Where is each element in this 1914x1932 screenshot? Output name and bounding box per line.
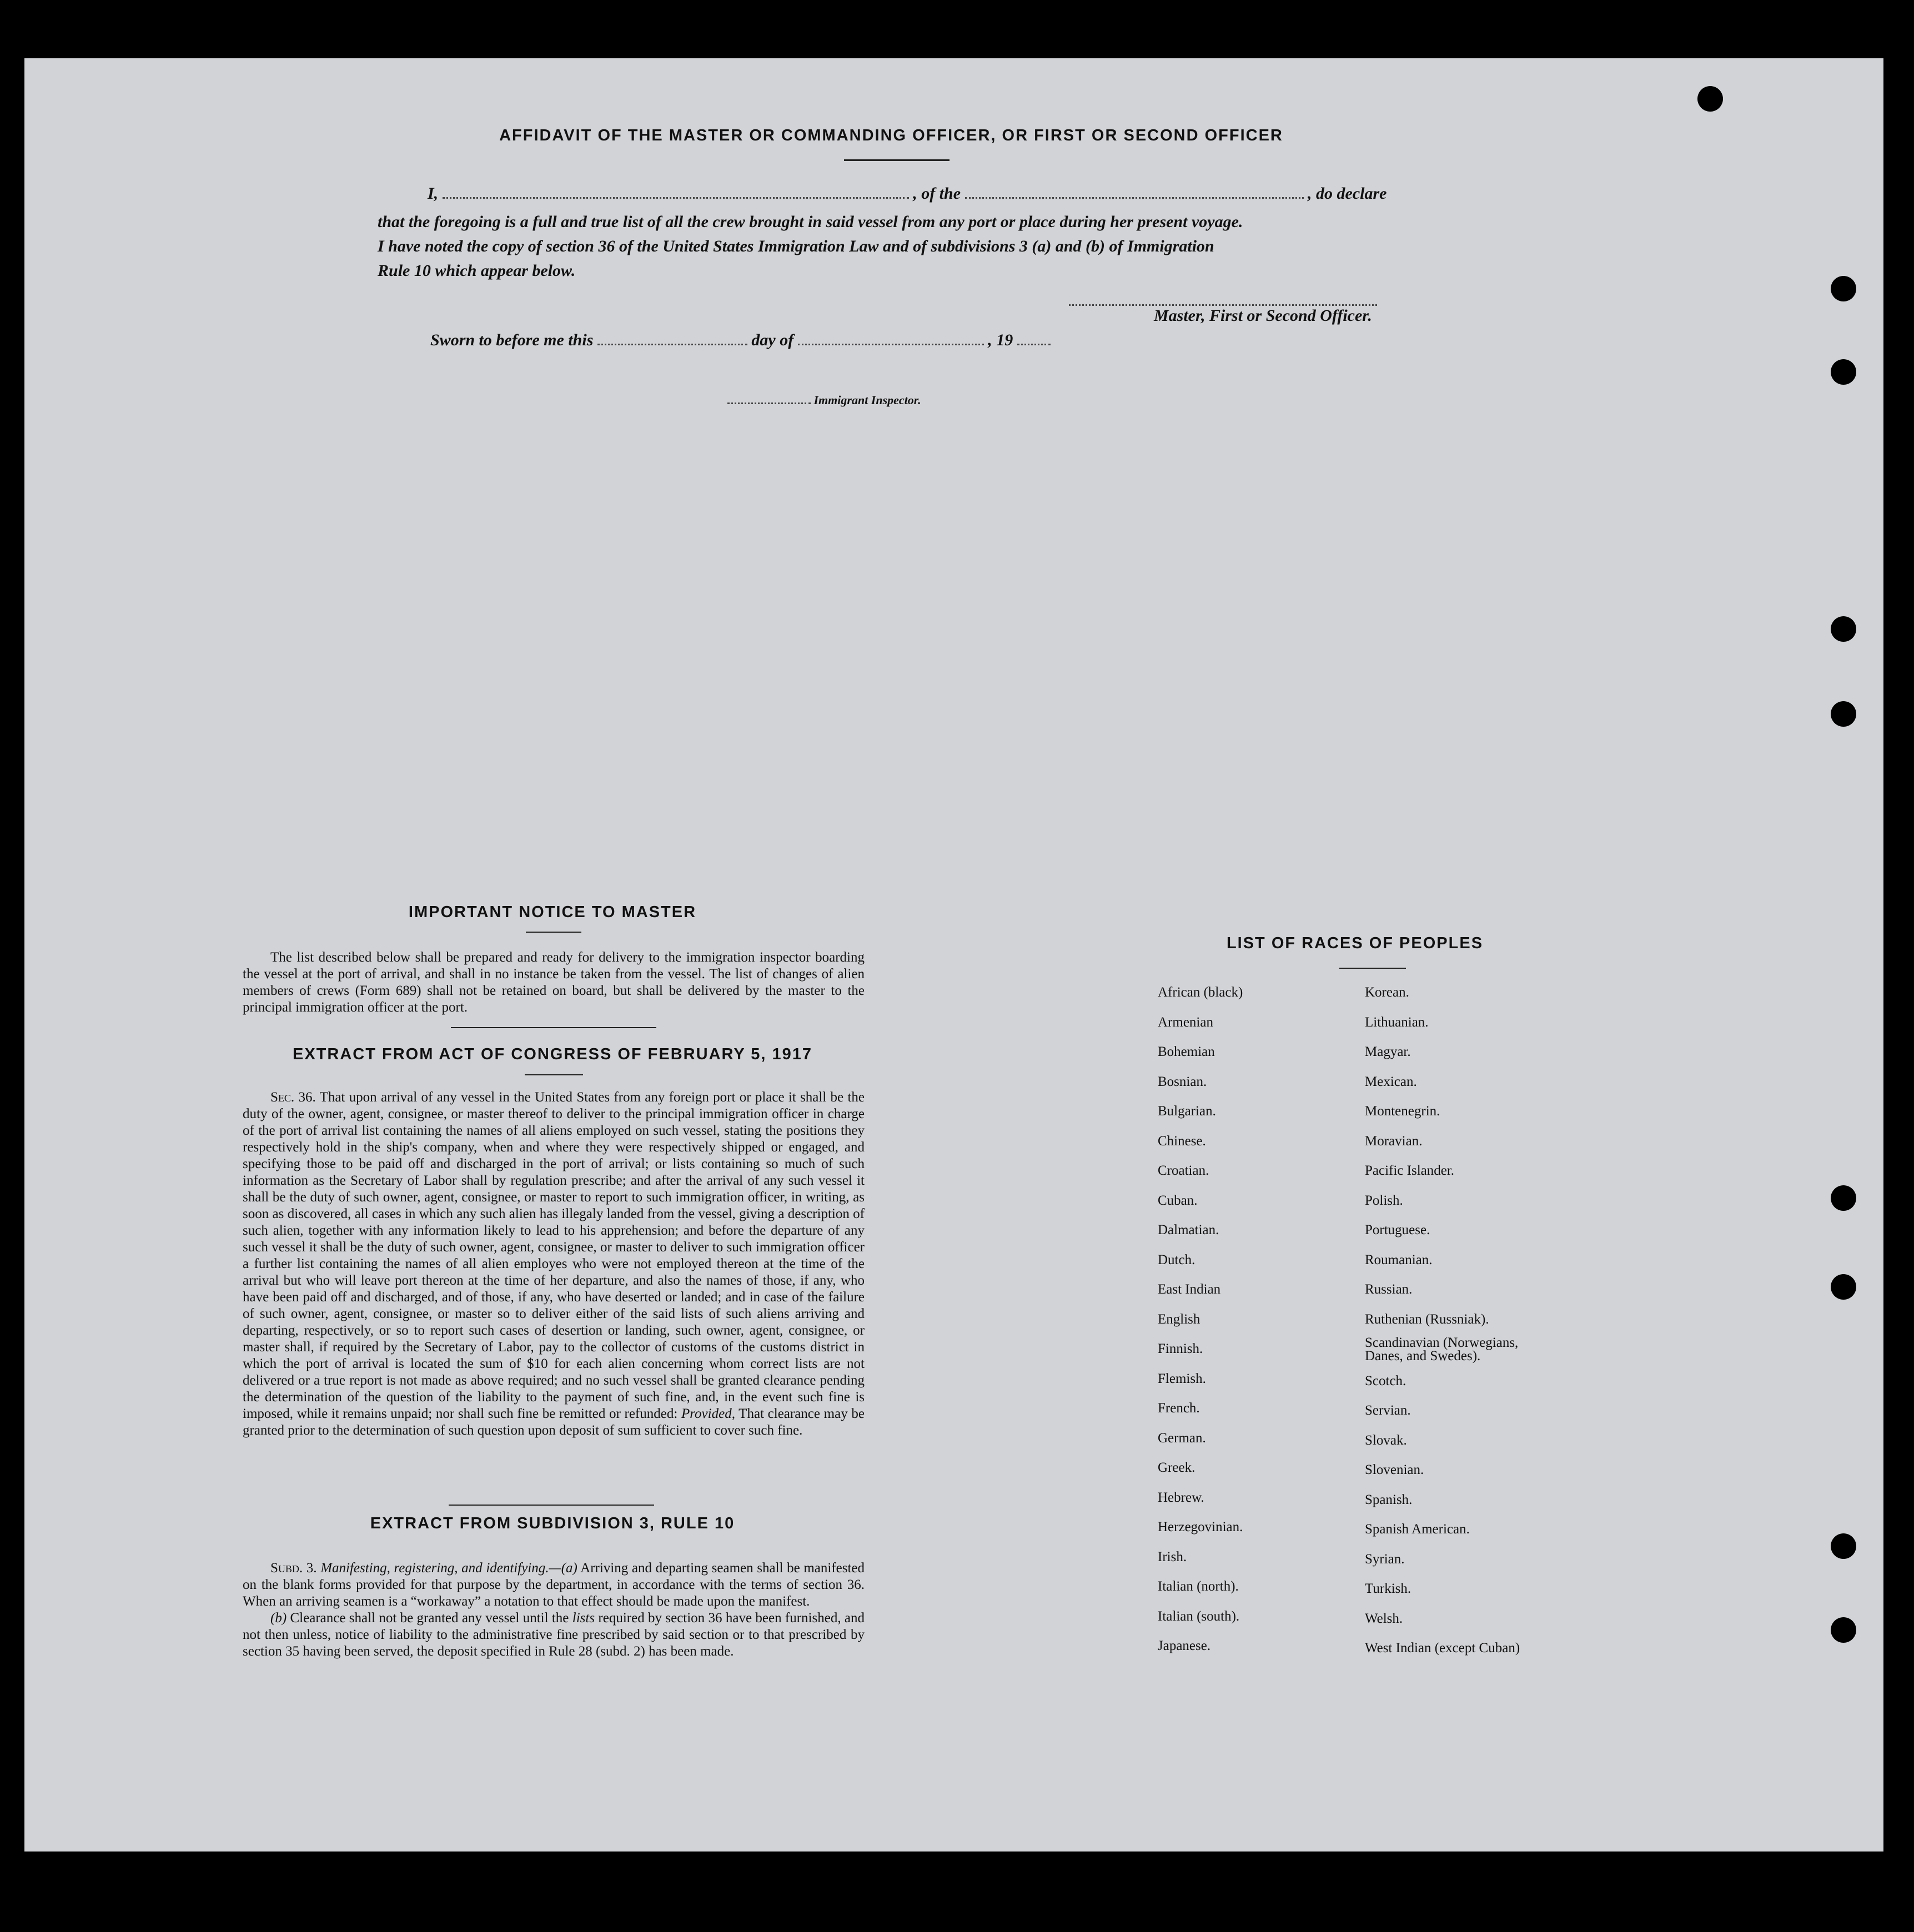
race-item: Bosnian. [1158, 1074, 1207, 1089]
affidavit-line-3: I have noted the copy of section 36 of the United States Immigration Law and of subdivisions 3 (a) and (b) of Immigration [378, 237, 1214, 255]
act-extract-title: EXTRACT FROM ACT OF CONGRESS OF FEBRUARY 5, 1917 [292, 1045, 813, 1063]
act-rule [525, 1074, 583, 1075]
subd-heading: Manifesting, registering, and identifying.—(a) [320, 1561, 577, 1576]
rule-text-a [243, 1560, 865, 1610]
punch-hole [1831, 616, 1856, 642]
race-item: Italian (north). [1158, 1579, 1239, 1594]
inspector-blank[interactable] [727, 394, 811, 404]
race-item: Russian. [1365, 1282, 1413, 1297]
race-item: German. [1158, 1430, 1206, 1446]
declare-label: , do declare [1308, 184, 1387, 203]
race-item: Dalmatian. [1158, 1222, 1219, 1237]
punch-hole [1697, 86, 1723, 112]
notice-title: IMPORTANT NOTICE TO MASTER [408, 903, 697, 921]
race-item: Cuban. [1158, 1193, 1198, 1208]
race-item: Portuguese. [1365, 1222, 1430, 1237]
inspector-label: Immigrant Inspector. [813, 393, 921, 407]
race-item: Scandinavian (Norwegians, Danes, and Swedes). [1365, 1335, 1519, 1364]
b-label: (b) [270, 1611, 287, 1626]
sec-label: Sec. 36. [270, 1090, 316, 1105]
punch-hole [1831, 1617, 1856, 1643]
provided-word: Provided, [681, 1406, 735, 1421]
sworn-month-blank[interactable] [798, 331, 984, 345]
race-item: Slovak. [1365, 1432, 1407, 1448]
race-item: Greek. [1158, 1460, 1195, 1475]
act-text [243, 1089, 865, 1439]
race-item: Pacific Islander. [1365, 1163, 1455, 1178]
rule-paragraph [243, 1560, 865, 1660]
signature-label: Master, First or Second Officer. [1154, 306, 1372, 325]
race-item: Herzegovinian. [1158, 1520, 1243, 1534]
race-item: English [1158, 1311, 1200, 1327]
punch-hole [1831, 701, 1856, 727]
signature-blank[interactable] [1069, 292, 1377, 306]
affidavit-title: AFFIDAVIT OF THE MASTER OR COMMANDING OFFICER, OR FIRST OR SECOND OFFICER [499, 127, 1283, 144]
inspector-line [727, 393, 921, 407]
race-item: Ruthenian (Russniak). [1365, 1311, 1489, 1327]
races-right-column [1365, 978, 1543, 1663]
i-label: I, [428, 184, 439, 203]
section-rule [451, 1027, 656, 1028]
race-item: Turkish. [1365, 1581, 1411, 1596]
sworn-label: Sworn to before me this [430, 331, 594, 349]
race-item: African (black) [1158, 985, 1243, 1000]
subd-label: Subd. 3. [270, 1561, 317, 1576]
rule-body-a: Arriving and departing seamen shall be manifested on the blank forms provided for that purpose by the department, in accordance with the terms of section 36. When an arriving seamen is a “workaway” a notation to that effect should be made upon the manifest. [243, 1561, 865, 1609]
race-item: French. [1158, 1401, 1200, 1416]
day-of-label: day of [751, 331, 794, 349]
race-item: Polish. [1365, 1193, 1403, 1208]
race-item: Slovenian. [1365, 1462, 1424, 1477]
race-item: Finnish. [1158, 1341, 1203, 1356]
punch-hole [1831, 276, 1856, 301]
punch-hole [1831, 1185, 1856, 1211]
notice-text: The list described below shall be prepared and ready for delivery to the immigration inspector boarding the vessel at the port of arrival, and shall in no instance be taken from the vessel. The list of changes of alien members of crews (Form 689) shall not be retained on board, but shall be delivered by the master to the principal immigration officer at the port. [243, 950, 865, 1015]
vessel-blank[interactable] [965, 185, 1304, 199]
punch-hole [1831, 1533, 1856, 1559]
rule-body-b2: required by section 36 have been furnished, and not then unless, notice of liability to the administrative fine prescribed by said section or to that prescribed by section 35 having been served, the deposit specified in Rule 28 (subd. 2) has been made. [243, 1611, 865, 1659]
race-item: Bulgarian. [1158, 1104, 1216, 1119]
race-item: Montenegrin. [1365, 1104, 1440, 1119]
race-item: Mexican. [1365, 1074, 1417, 1089]
title-rule [844, 159, 950, 161]
lists-word: lists [572, 1611, 595, 1626]
race-item: Servian. [1365, 1403, 1411, 1418]
sworn-year-blank[interactable] [1017, 331, 1051, 345]
affidavit-line-1 [428, 184, 1386, 203]
race-item: Dutch. [1158, 1252, 1195, 1267]
race-item: Syrian. [1365, 1551, 1405, 1567]
race-item: Roumanian. [1365, 1252, 1433, 1267]
race-item: Korean. [1365, 985, 1409, 1000]
of-the-label: , of the [913, 184, 961, 203]
notice-rule [526, 932, 581, 933]
race-item: Moravian. [1365, 1133, 1423, 1149]
sworn-line [430, 331, 1051, 350]
race-item: East Indian [1158, 1282, 1221, 1297]
rule-body-b1: Clearance shall not be granted any vessel until the [290, 1611, 569, 1626]
race-item: Spanish American. [1365, 1522, 1470, 1537]
notice-paragraph [243, 949, 865, 1016]
race-item: Magyar. [1365, 1044, 1411, 1059]
affidavit-line-2: that the foregoing is a full and true list of all the crew brought in said vessel from any port or place during her present voyage. [378, 213, 1243, 231]
act-body: That upon arrival of any vessel in the United States from any foreign port or place it shall be the duty of the owner, agent, consignee, or master thereof to deliver to the principal immigration officer in charge of the port of arrival list containing the names of all aliens employed on such vessel, stating the positions they respectively hold in the ship's company, when and where they were respectively shipped or engaged, and specifying those to be paid off and discharged in the port of arrival; or lists containing so much of such information as the Secretary of Labor shall by regulation prescribe; and after the arrival of any such vessel it shall be the duty of such owner, agent, consignee, or master to report to such immigration officer, in writing, as soon as discovered, all cases in which any such alien has illegaly landed from the vessel, giving a description of such alien, together with any information likely to lead to his apprehension; and before the departure of any such vessel it shall be the duty of such owner, agent, consignee, or master to deliver to such immigration officer a further list containing the names of all alien employes who were not employed thereon at the time of the arrival but who will leave port thereon at the time of her departure, and also the names of those, if any, who have been paid off and discharged, and of those, if any, who have deserted or landed; and in case of the failure of such owner, agent, consignee, or master so to deliver either of the said lists of such aliens arriving and departing, respectively, or so to report such cases of desertion or landing, such owner, agent, consignee, or master shall, if required by the Secretary of Labor, pay to the collector of customs of the customs district in which the port of arrival is located the sum of $10 for each alien concerning whom correct lists are not delivered or a true report is not made as above required; and no such vessel shall be granted clearance pending the determination of the question of the liability to the payment of such fine, and, in the event such fine is imposed, while it remains unpaid; nor shall such fine be remitted or refunded: [243, 1090, 865, 1421]
section-rule [449, 1505, 654, 1506]
race-item: Welsh. [1365, 1611, 1403, 1626]
race-item: Italian (south). [1158, 1608, 1240, 1624]
race-item: Bohemian [1158, 1044, 1215, 1059]
races-title: LIST OF RACES OF PEOPLES [1226, 934, 1484, 952]
race-item: Chinese. [1158, 1133, 1206, 1149]
race-item: Japanese. [1158, 1638, 1211, 1653]
race-item: Flemish. [1158, 1371, 1206, 1386]
year-label: , 19 [988, 331, 1013, 349]
race-item: Armenian [1158, 1014, 1213, 1030]
race-item: Lithuanian. [1365, 1014, 1429, 1030]
name-blank[interactable] [443, 185, 909, 199]
sworn-day-blank[interactable] [597, 331, 747, 345]
race-item: Scotch. [1365, 1373, 1406, 1388]
race-item: Spanish. [1365, 1492, 1413, 1507]
affidavit-body [378, 210, 1421, 283]
affidavit-line-4: Rule 10 which appear below. [378, 261, 576, 280]
rule-extract-title: EXTRACT FROM SUBDIVISION 3, RULE 10 [370, 1515, 735, 1532]
act-paragraph [243, 1089, 865, 1439]
punch-hole [1831, 1274, 1856, 1300]
races-rule [1339, 968, 1406, 969]
race-item: West Indian (except Cuban) [1365, 1641, 1520, 1656]
race-item: Hebrew. [1158, 1490, 1204, 1505]
race-item: Irish. [1158, 1549, 1187, 1564]
race-item: Croatian. [1158, 1163, 1209, 1178]
punch-hole [1831, 359, 1856, 385]
races-left-column [1158, 978, 1243, 1661]
act-body-end: That clearance may be granted prior to the determination of such question upon deposit of sum sufficient to cover such fine. [243, 1406, 865, 1438]
rule-text-b [243, 1610, 865, 1660]
